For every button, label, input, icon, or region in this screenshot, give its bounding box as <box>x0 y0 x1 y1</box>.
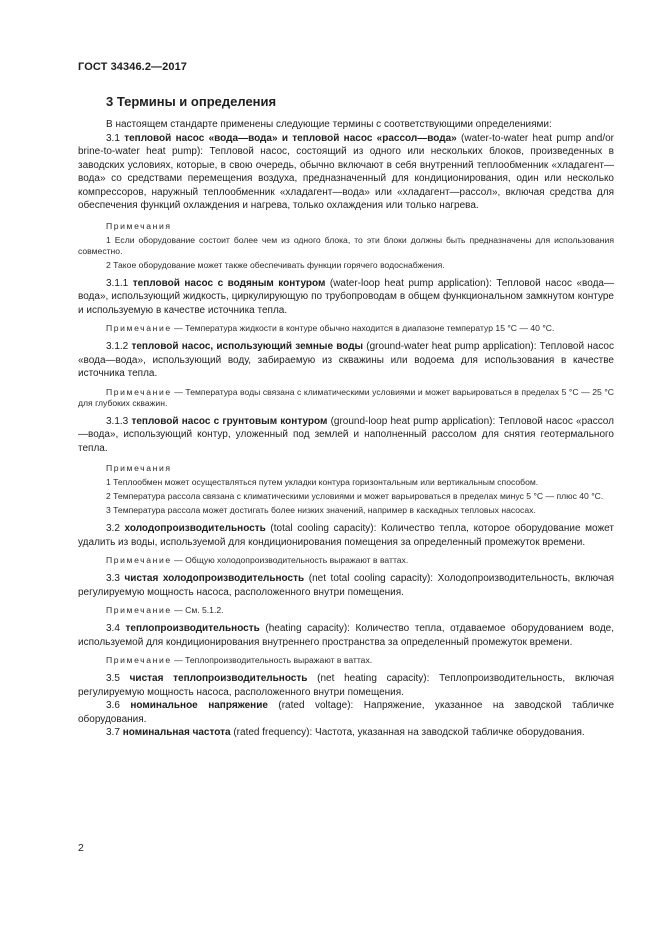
term-number: 3.3 <box>106 573 125 584</box>
notes-heading: Примечания <box>106 463 172 473</box>
term-3-6 <box>78 699 614 726</box>
term-name: тепловой насос «вода—вода» и тепловой насос «рассол—вода» <box>124 132 457 144</box>
term-3-2 <box>78 522 614 549</box>
note-text: — См. 5.1.2. <box>171 605 224 615</box>
term-note <box>78 555 614 566</box>
term-name: номинальное напряжение <box>130 700 268 711</box>
note-item: 2 Температура рассола связана с климатическими условиями и может варьироваться в пределах минус 5 °С — плюс 40 °С. <box>106 491 604 501</box>
note-label: Примечание <box>106 386 172 397</box>
note-text: — Температура воды связана с климатическими условиями и может варьироваться в пределах 5 °С — 25 °С для глубоких скважин. <box>78 386 614 408</box>
term-name: холодопроизводительность <box>124 523 266 534</box>
notes-heading: Примечания <box>106 220 172 231</box>
term-number: 3.2 <box>106 523 125 534</box>
term-note <box>78 655 614 666</box>
note-text: — Общую холодопроизводительность выражают в ваттах. <box>171 555 409 565</box>
term-number: 3.7 <box>106 727 123 738</box>
term-number: 3.1.2 <box>106 341 132 352</box>
note-item: 1 Теплообмен может осуществляться путем укладки контура горизонтальным или вертикальным способом. <box>106 477 539 487</box>
note-text: — Теплопроизводительность выражают в ваттах. <box>171 655 373 665</box>
term-number: 3.4 <box>106 623 126 634</box>
note-item: 3 Температура рассола может достигать более низких значений, например в каскадных тепловых насосах. <box>106 505 536 515</box>
term-definition: (water-to-water heat pump and/or brine-to-water heat pump): Тепловой насос, состоящий из одного или нескольких блоков, произведенных в заводских условиях, которые, в свою очередь, обычно включают в себя внутренний теплообменник «хладагент—вода» со средствами перемещения воздуха, предназначенный для кондиционирования, один или несколько компрессоров, наружный теплообменник «хладагент—вода» или «хладагент—рассол», включая средства для обеспечения функций охлаждения и нагрева, только охлаждения или только нагрева. <box>78 132 614 211</box>
term-3-1-3 <box>78 415 614 456</box>
term-definition: (total cooling capacity): Количество тепла, которое оборудование может удалить из воды, используемой для кондиционирования помещения за определенный промежуток времени. <box>78 523 614 548</box>
term-3-4 <box>78 622 614 649</box>
note-label: Примечание <box>106 605 172 615</box>
term-note <box>78 605 614 616</box>
term-name: тепловой насос с водяным контуром <box>132 277 326 289</box>
term-note <box>78 387 614 409</box>
term-number: 3.1 <box>106 132 125 144</box>
note-item: 2 Такое оборудование может также обеспечивать функции горячего водоснабжения. <box>106 259 445 270</box>
note-label: Примечание <box>106 655 172 665</box>
term-number: 3.1.3 <box>106 415 132 427</box>
section-title: 3 Термины и определения <box>106 94 277 109</box>
term-number: 3.1.1 <box>106 277 133 289</box>
term-name: тепловой насос, использующий земные воды <box>131 341 364 352</box>
term-name: чистая холодопроизводительность <box>124 573 305 584</box>
term-3-1-2 <box>78 340 614 381</box>
term-3-3 <box>78 572 614 599</box>
term-3-7 <box>78 726 614 740</box>
term-3-5 <box>78 672 614 699</box>
term-definition: (ground-loop heat pump application): Тепловой насос «рассол—вода», использующий контур, уложенный под землей и наполненный рассолом для снятия геотермального тепла. <box>78 415 614 454</box>
term-name: номинальная частота <box>122 727 231 738</box>
term-name: теплопроизводительность <box>125 623 260 634</box>
term-note <box>78 323 614 334</box>
term-definition: (rated frequency): Частота, указанная на заводской табличке оборудования. <box>230 727 585 738</box>
page-number: 2 <box>78 842 84 854</box>
term-name: тепловой насос с грунтовым контуром <box>131 415 328 427</box>
term-3-1-1 <box>78 277 614 318</box>
term-definition: (net heating capacity): Теплопроизводительность, включая регулируемую мощность насоса, расположенного внутри помещения. <box>78 673 614 698</box>
term-definition: (water-loop heat pump application): Тепловой насос «вода—вода», использующий жидкость, циркулирующую по трубопроводам в общем функциональном замкнутом контуре и используемую в качестве источника тепла. <box>78 277 614 316</box>
intro-paragraph: В настоящем стандарте применены следующие термины с соответствующими определениями: <box>106 119 552 130</box>
document-id: ГОСТ 34346.2—2017 <box>78 61 188 73</box>
note-text: — Температура жидкости в контуре обычно находится в диапазоне температур 15 °С — 40 °С. <box>171 323 555 333</box>
term-3-1 <box>78 132 614 213</box>
term-definition: (rated voltage): Напряжение, указанное на заводской табличке оборудования. <box>78 700 615 725</box>
note-label: Примечание <box>106 555 172 565</box>
note-item: 1 Если оборудование состоит более чем из одного блока, то эти блоки должны быть предназначены для использования совместно. <box>78 234 614 256</box>
term-definition: (net total cooling capacity): Холодопроизводительность, включая регулируемую мощность насоса, расположенного внутри помещения. <box>78 573 614 598</box>
term-number: 3.5 <box>106 673 130 684</box>
note-label: Примечание <box>106 323 172 333</box>
document-body <box>78 118 614 740</box>
term-name: чистая теплопроизводительность <box>129 673 308 684</box>
term-definition: (ground-water heat pump application): Тепловой насос «вода—вода», использующий воду, забираемую из скважины или водоема для использования в качестве источника тепла. <box>78 341 614 379</box>
term-definition: (heating capacity): Количество тепла, отдаваемое оборудованием воде, используемой для кондиционирования внутреннего пространства за определенный промежуток времени. <box>78 623 614 648</box>
term-number: 3.6 <box>106 700 131 711</box>
